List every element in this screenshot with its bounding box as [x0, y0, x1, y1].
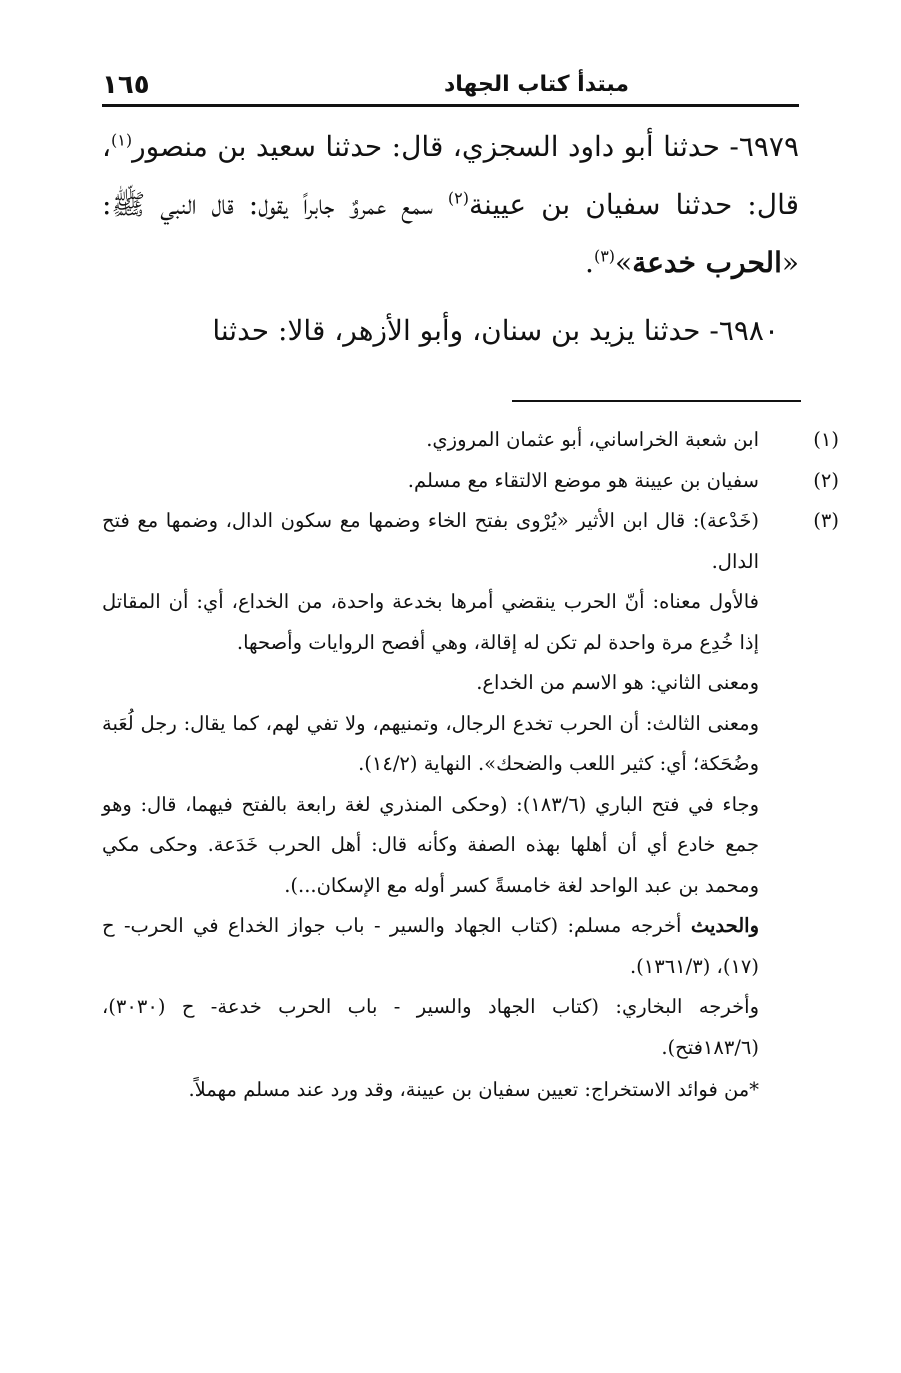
footnote-text: سفيان بن عيينة هو موضع الالتقاء مع مسلم.	[407, 468, 759, 492]
footnote-3-para-benefit: *من فوائد الاستخراج: تعيين سفيان بن عيينة، وقد ورد عند مسلم مهملاً.	[188, 1078, 759, 1101]
footnote-1	[102, 420, 839, 461]
footnote-3-para-bukhari: وأخرجه البخاري: (كتاب الجهاد والسير - باب الحرب خدعة- ح (٣٠٣٠)، (١٨٣/٦فتح).	[102, 995, 759, 1059]
footnote-3-para-first-meaning: فالأول معناه: أنّ الحرب ينقضي أمرها بخدعة واحدة، من الخداع، أي: أن المقاتل إذا خُدِع مرة واحدة لم تكن له إقالة، وهي أفصح الروايات وأصحها.	[102, 590, 759, 654]
footnote-number: (٣)	[813, 509, 839, 532]
footnotes	[102, 420, 839, 1111]
main-text	[102, 118, 799, 360]
hadith-text: سمع عمروٌ جابراً يقول: قال النبي ﷺ:	[102, 188, 448, 221]
page-number: ١٦٥	[102, 70, 150, 100]
footnote-3-para-muslim	[102, 906, 799, 987]
footnote-3	[102, 501, 839, 582]
page-header	[102, 62, 799, 102]
quote-mark-open: «	[781, 246, 799, 279]
hadith-6979	[102, 118, 799, 292]
footnote-ref-2: (٢)	[447, 188, 469, 208]
running-title: مبتدأ كتاب الجهاد	[443, 72, 629, 97]
footnote-number: (٢)	[813, 468, 839, 492]
quote-mark-close: »	[615, 246, 633, 279]
footnote-ref-1: (١)	[111, 130, 133, 150]
footnote-number: (١)	[813, 428, 839, 451]
hadith-text: ، قال: حدثنا سفيان بن عيينة	[102, 130, 799, 221]
hadith-text: - حدثنا أبو داود السجزي، قال: حدثنا سعيد بن منصور	[132, 130, 739, 163]
hadith-end: .	[585, 246, 594, 279]
footnote-3-para-second-meaning: ومعنى الثاني: هو الاسم من الخداع.	[476, 671, 759, 694]
footnote-text: (خَدْعة): قال ابن الأثير «يُرْوى بفتح الخاء وضمها مع سكون الدال، وضمها مع فتح الدال.	[102, 509, 759, 573]
hadith-6980	[102, 302, 799, 360]
hadith-quote: الحرب خدعة	[632, 246, 782, 279]
footnote-2	[102, 461, 839, 502]
footnote-rule	[512, 400, 801, 402]
hadith-text: - حدثنا يزيد بن سنان، وأبو الأزهر، قالا: حدثنا	[212, 314, 719, 347]
footnote-3-para-fath-albari: وجاء في فتح الباري (١٨٣/٦): (وحكى المنذري لغة رابعة بالفتح فيهما، قال: وهو جمع خادع أي أن أهلها بهذه الصفة وكأنه قال: أهل الحرب خَدَعة. وحكى مكي ومحمد بن عبد الواحد لغة خامسةً كسر أوله مع الإسكان...).	[102, 792, 759, 897]
footnote-3-para-third-meaning: ومعنى الثالث: أن الحرب تخدع الرجال، وتمنيهم، ولا تفي لهم، كما يقال: رجل لُعَبة وضُحَكة؛ أي: كثير اللعب والضحك». النهاية (١٤/٢).	[102, 711, 759, 775]
hadith-number: ٦٩٧٩	[738, 130, 799, 163]
hadith-number: ٦٩٨٠	[718, 314, 779, 347]
footnote-ref-3: (٣)	[593, 246, 616, 266]
header-rule	[102, 104, 799, 107]
muslim-reference: أخرجه مسلم: (كتاب الجهاد والسير - باب جواز الخداع في الحرب- ح (١٧)، (١٣٦١/٣).	[102, 914, 759, 978]
hadith-label: والحديث	[690, 914, 759, 937]
footnote-text: ابن شعبة الخراساني، أبو عثمان المروزي.	[426, 428, 759, 451]
